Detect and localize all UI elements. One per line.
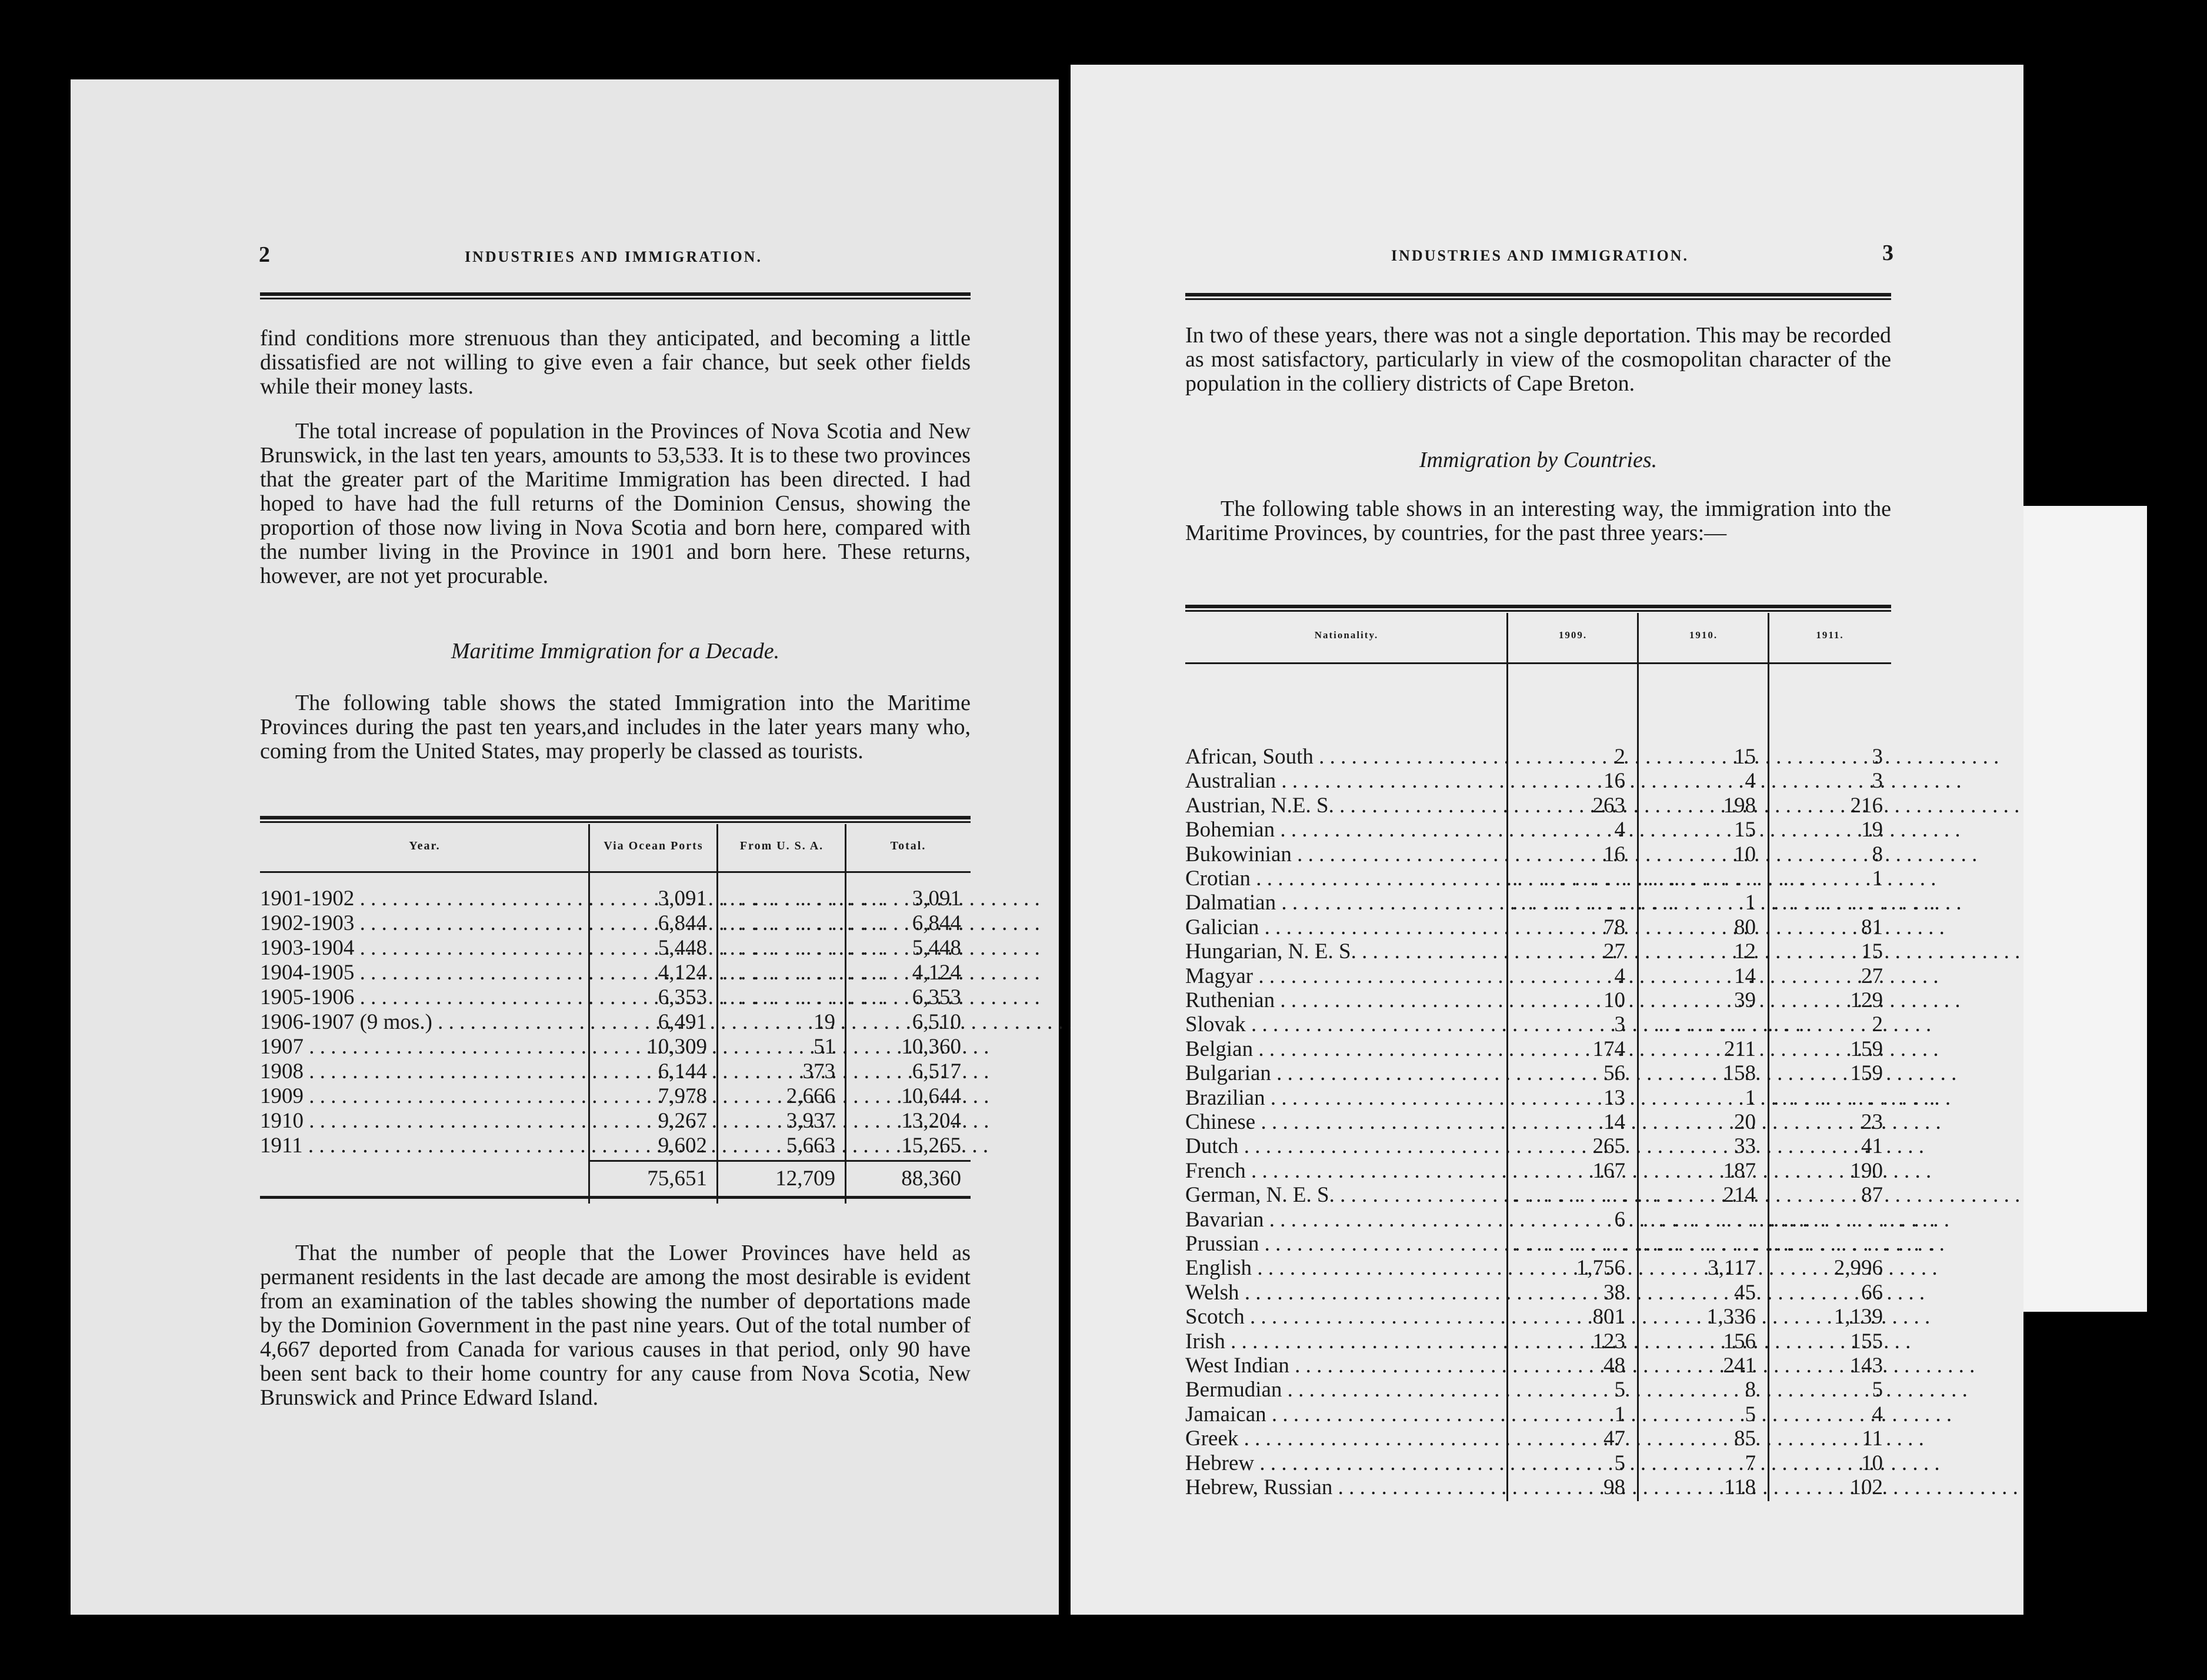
table-cell: 159 (1850, 1036, 1883, 1061)
table-row (260, 961, 971, 985)
page-number: 2 (259, 242, 270, 267)
table-cell: 4,124 (912, 961, 961, 985)
table-cell: 10,309 (647, 1035, 707, 1059)
table-row (260, 1035, 971, 1059)
table-cell: 41 (1861, 1134, 1883, 1159)
sum-rule (588, 1160, 971, 1162)
column-header: 1909. (1558, 629, 1588, 641)
row-label: Greek . . . (1185, 1426, 1503, 1451)
column-header: 1910. (1689, 629, 1718, 641)
row-label: 1906-1907 (9 mos.) . . . (260, 1010, 585, 1034)
row-label: Ruthenian . . . (1185, 988, 1503, 1012)
table-cell: 3 (1872, 745, 1883, 769)
table-row (1185, 1012, 1891, 1036)
empty-cell: . . . . . . . . . . . (722, 886, 886, 911)
table-cell: 5 (1614, 1378, 1625, 1402)
running-head: INDUSTRIES AND IMMIGRATION. (465, 248, 762, 265)
section-heading: Maritime Immigration for a Decade. (451, 639, 780, 664)
table-row (1185, 1475, 1891, 1499)
row-label: Magyar . . . (1185, 964, 1503, 988)
table-cell: 5,448 (912, 936, 961, 960)
decade-table (260, 816, 971, 1210)
table-row (1185, 866, 1891, 891)
table-cell: 13,204 (901, 1109, 961, 1133)
table-cell: 6,844 (658, 911, 707, 935)
table-row (1185, 891, 1938, 915)
right-page (1071, 65, 2023, 1615)
table-top-rule (1185, 605, 1891, 612)
table-cell: 5,663 (786, 1134, 835, 1158)
table-cell: 14 (1734, 964, 1756, 988)
header-rule (260, 292, 971, 299)
row-label: Jamaican . . . (1185, 1402, 1503, 1426)
empty-cell: . . . . . . . . . . . (1773, 891, 1938, 915)
table-cell: 2 (1614, 745, 1625, 769)
table-row (260, 911, 971, 935)
row-label: Australian . . . (1185, 769, 1503, 793)
table-cell: 1 (1745, 891, 1756, 915)
table-cell: 3,091 (912, 886, 961, 911)
table-cell: 2,996 (1833, 1256, 1883, 1281)
table-row (1185, 1134, 1891, 1158)
table-cell: 3 (1614, 1012, 1625, 1037)
table-row (1185, 745, 1891, 769)
table-cell: 263 (1592, 793, 1625, 818)
table-cell: 48 (1603, 1354, 1625, 1378)
table-cell: 4 (1614, 964, 1625, 988)
row-label: 1911 . . . (260, 1134, 585, 1158)
table-cell: 38 (1603, 1280, 1625, 1305)
table-cell: 9,267 (658, 1109, 707, 1133)
empty-cell: . . . . . . . . . . . (1773, 1085, 1938, 1110)
table-cell: 801 (1592, 1305, 1625, 1329)
nationality-table (1185, 605, 1938, 1511)
row-label: Belgian . . . (1185, 1037, 1503, 1061)
table-row (1185, 964, 1891, 988)
row-label: Prussian . . . (1185, 1232, 1503, 1256)
table-cell: 10 (1734, 842, 1756, 866)
empty-cell: . . . . . . . . . . . (1643, 1207, 1807, 1232)
row-label: Hungarian, N. E. S. . . . (1185, 939, 1503, 964)
table-row (1185, 1061, 1891, 1085)
section-heading: Immigration by Countries. (1419, 448, 1658, 472)
row-label: African, South . . . (1185, 745, 1503, 769)
row-label: 1904-1905 . . . (260, 961, 585, 985)
totals-row (260, 1166, 971, 1191)
table-cell: 6,353 (658, 985, 707, 1009)
total-all: 88,360 (901, 1166, 961, 1191)
table-cell: 78 (1603, 915, 1625, 939)
table-row (1185, 939, 1891, 964)
table-cell: 4 (1745, 769, 1756, 794)
row-label: Welsh . . . (1185, 1281, 1503, 1305)
table-cell: 6,353 (912, 985, 961, 1009)
row-label: 1902-1903 . . . (260, 911, 585, 935)
row-label: Bermudian . . . (1185, 1378, 1503, 1402)
table-cell: 66 (1861, 1280, 1883, 1305)
table-cell: 3,937 (786, 1109, 835, 1133)
table-cell: 3,117 (1708, 1256, 1756, 1281)
table-bottom-rule (260, 1196, 971, 1199)
table-cell: 5,448 (658, 936, 707, 960)
row-label: Crotian . . . (1185, 866, 1503, 891)
table-cell: 6,144 (658, 1059, 707, 1084)
column-header: Year. (409, 839, 441, 852)
empty-cell: . . . . . . . . . . . (722, 985, 886, 1009)
table-cell: 4 (1872, 1402, 1883, 1426)
table-row (1185, 1378, 1891, 1402)
header-rule (1185, 293, 1891, 300)
left-page (71, 79, 1059, 1615)
table-cell: 9,602 (658, 1134, 707, 1158)
row-label: English . . . (1185, 1256, 1503, 1280)
table-cell: 15 (1861, 939, 1883, 964)
table-cell: 4,124 (658, 961, 707, 985)
table-row (1185, 769, 1891, 793)
table-cell: 118 (1723, 1475, 1756, 1499)
total-ocean: 75,651 (647, 1166, 707, 1191)
row-label: 1901-1902 . . . (260, 886, 585, 911)
column-header: Total. (890, 839, 926, 852)
table-cell: 23 (1861, 1110, 1883, 1134)
table-cell: 216 (1850, 793, 1883, 818)
table-cell: 51 (814, 1035, 835, 1059)
table-body (260, 886, 971, 1158)
table-row (1185, 1232, 1938, 1256)
table-cell: 1,139 (1833, 1305, 1883, 1329)
table-cell: 155 (1850, 1329, 1883, 1354)
table-row (1185, 988, 1891, 1012)
empty-cell: . . . . . . . . . . . (722, 936, 886, 960)
empty-cell: . . . . . . . . . . . (1512, 1183, 1676, 1208)
table-cell: 7 (1745, 1451, 1756, 1475)
table-cell: 143 (1850, 1354, 1883, 1378)
table-cell: 6,844 (912, 911, 961, 935)
table-cell: 33 (1734, 1134, 1756, 1159)
table-cell: 156 (1723, 1329, 1756, 1354)
table-cell: 1,336 (1706, 1305, 1756, 1329)
row-label: 1907 . . . (260, 1035, 585, 1059)
table-cell: 167 (1592, 1158, 1625, 1183)
table-cell: 16 (1603, 769, 1625, 794)
table-row (1185, 1207, 1938, 1232)
table-cell: 14 (1603, 1110, 1625, 1134)
empty-cell: . . . . . . . . . . . (1773, 1207, 1938, 1232)
table-row (1185, 1329, 1891, 1354)
row-label: Scotch . . . (1185, 1305, 1503, 1329)
table-cell: 4 (1614, 818, 1625, 842)
paragraph: find conditions more strenuous than they anticipated, and becoming a little dissatisfied are not willing to give even a fair chance, but seek other fields while their money lasts. (260, 326, 971, 399)
table-top-rule (260, 816, 971, 823)
table-row (260, 985, 971, 1009)
row-label: Chinese . . . (1185, 1110, 1503, 1134)
table-cell: 39 (1734, 988, 1756, 1012)
table-cell: 123 (1592, 1329, 1625, 1354)
table-cell: 80 (1734, 915, 1756, 939)
table-cell: 27 (1861, 964, 1883, 988)
row-label: Galician . . . (1185, 915, 1503, 939)
table-cell: 87 (1861, 1183, 1883, 1208)
table-row (260, 1134, 971, 1158)
paragraph: The following table shows the stated Immigration into the Maritime Provinces during the past ten years,and includes in the later years many who, coming from the United States, may properly be classed as tourists. (260, 691, 971, 764)
table-row (1185, 1305, 1891, 1329)
table-cell: 5 (1745, 1402, 1756, 1426)
empty-cell: . . . . . . . . . . . (722, 911, 886, 935)
table-cell: 2 (1872, 1012, 1883, 1037)
table-cell: 10,360 (901, 1035, 961, 1059)
table-row (1185, 1451, 1891, 1475)
table-cell: 373 (802, 1059, 835, 1084)
row-label: Hebrew, Russian . . . (1185, 1475, 1503, 1499)
table-cell: 19 (814, 1010, 835, 1034)
table-cell: 47 (1603, 1426, 1625, 1451)
table-row (1185, 1037, 1891, 1061)
paragraph: That the number of people that the Lower Provinces have held as permanent residents in the last decade are among the most desirable is evident from an examination of the tables showing the number of deportations made by the Dominion Government in the past nine years. Out of the total number of 4,667 deported from Canada for various causes in that period, only 90 have been sent back to their home country for any cause from Nova Scotia, New Brunswick and Prince Edward Island. (260, 1241, 971, 1410)
table-cell: 11 (1862, 1426, 1883, 1451)
table-row (1185, 1402, 1891, 1426)
table-cell: 13 (1603, 1085, 1625, 1110)
row-label: 1909 . . . (260, 1084, 585, 1108)
table-row (260, 1059, 971, 1084)
row-label: 1908 . . . (260, 1059, 585, 1084)
table-row (1185, 1281, 1891, 1305)
table-cell: 15 (1734, 745, 1756, 769)
table-row (1185, 915, 1891, 939)
running-head: INDUSTRIES AND IMMIGRATION. (1391, 247, 1689, 264)
table-row (1185, 794, 1891, 818)
table-cell: 5 (1614, 1451, 1625, 1475)
row-label: Bavarian . . . (1185, 1208, 1503, 1232)
page-edge-tab (2023, 506, 2147, 1312)
table-cell: 190 (1850, 1158, 1883, 1183)
table-row (260, 936, 971, 960)
table-cell: 6,510 (912, 1010, 961, 1034)
row-label: Dutch . . . (1185, 1134, 1503, 1158)
table-cell: 6,491 (658, 1010, 707, 1034)
table-row (1185, 842, 1891, 866)
paragraph: The total increase of population in the Provinces of Nova Scotia and New Brunswick, in the last ten years, amounts to 53,533. It is to these two provinces that the greater part of the Maritime Immigration has been directed. I had hoped to have had the full returns of the Dominion Census, showing the proportion of those now living in Nova Scotia and born here, compared with the number living in the Province in 1901 and born here. These returns, however, are not yet procurable. (260, 419, 971, 588)
empty-cell: . . . . . . . . . . . (1512, 866, 1676, 891)
table-cell: 85 (1734, 1426, 1756, 1451)
table-cell: 1,756 (1576, 1256, 1625, 1281)
table-cell: 2,666 (786, 1084, 835, 1108)
table-cell: 187 (1723, 1158, 1756, 1183)
table-cell: 129 (1850, 988, 1883, 1012)
table-cell: 198 (1723, 793, 1756, 818)
table-cell: 56 (1603, 1061, 1625, 1086)
table-cell: 10 (1603, 988, 1625, 1012)
table-cell: 174 (1592, 1036, 1625, 1061)
column-header: From U. S. A. (739, 839, 824, 852)
empty-cell: . . . . . . . . . . . (1512, 891, 1676, 915)
table-cell: 5 (1872, 1378, 1883, 1402)
table-row (260, 1010, 971, 1034)
table-cell: 6 (1614, 1207, 1625, 1232)
table-cell: 15,265 (901, 1134, 961, 1158)
row-label: French . . . (1185, 1159, 1503, 1183)
paragraph: The following table shows in an interesting way, the immigration into the Maritime Provinces, by countries, for the past three years:— (1185, 496, 1891, 545)
row-label: 1903-1904 . . . (260, 936, 585, 960)
table-cell: 27 (1603, 939, 1625, 964)
table-cell: 1 (1614, 1402, 1625, 1426)
table-cell: 241 (1723, 1354, 1756, 1378)
table-row (1185, 1183, 1891, 1207)
table-row (260, 1084, 971, 1108)
table-cell: 98 (1603, 1475, 1625, 1499)
table-row (260, 1109, 971, 1133)
row-label: Brazilian . . . (1185, 1086, 1503, 1110)
row-label: West Indian . . . (1185, 1354, 1503, 1378)
table-cell: 158 (1723, 1061, 1756, 1086)
page-number: 3 (1882, 241, 1893, 265)
paragraph: In two of these years, there was not a single deportation. This may be recorded as most satisfactory, particularly in view of the cosmopolitan character of the population in the colliery districts of Cape Breton. (1185, 323, 1891, 396)
table-cell: 10,644 (901, 1084, 961, 1108)
row-label: Dalmatian . . . (1185, 891, 1503, 915)
empty-cell: . . . . . . . . . . . (722, 961, 886, 985)
table-cell: 16 (1603, 842, 1625, 866)
table-row (1185, 1426, 1891, 1451)
table-row (1185, 1085, 1938, 1110)
table-row (260, 886, 971, 911)
table-row (1185, 1256, 1891, 1280)
table-body (1185, 745, 1938, 1509)
row-label: 1910 . . . (260, 1109, 585, 1133)
table-row (1185, 1354, 1891, 1378)
row-label: Hebrew . . . (1185, 1451, 1503, 1475)
table-row (1185, 1110, 1891, 1134)
table-row (1185, 818, 1891, 842)
table-cell: 265 (1592, 1134, 1625, 1159)
row-label: German, N. E. S. . . . (1185, 1183, 1503, 1207)
row-label: Bukowinian . . . (1185, 842, 1503, 866)
table-cell: 6,517 (912, 1059, 961, 1084)
row-label: Irish . . . (1185, 1329, 1503, 1354)
total-usa: 12,709 (775, 1166, 835, 1191)
header-rule (1185, 662, 1891, 664)
table-cell: 81 (1861, 915, 1883, 939)
table-cell: 211 (1723, 1036, 1756, 1061)
column-header: 1911. (1816, 629, 1844, 641)
empty-cell: . . . . . . . . . . . (1643, 866, 1807, 891)
row-label: Slovak . . . (1185, 1012, 1503, 1036)
column-header: Nationality. (1314, 629, 1379, 641)
table-cell: 3,091 (658, 886, 707, 911)
empty-cell: . . . . . . . . . . . (1773, 1232, 1938, 1256)
table-row (1185, 1159, 1891, 1183)
table-cell: 1 (1745, 1085, 1756, 1110)
table-cell: 1 (1872, 866, 1883, 891)
table-cell: 8 (1872, 842, 1883, 866)
table-cell: 8 (1745, 1378, 1756, 1402)
empty-cell: . . . . . . . . . . . (1643, 1012, 1807, 1037)
table-cell: 19 (1861, 818, 1883, 842)
table-cell: 7,978 (658, 1084, 707, 1108)
column-header: Via Ocean Ports (604, 839, 704, 852)
table-cell: 214 (1723, 1183, 1756, 1208)
header-rule (260, 871, 971, 873)
row-label: Bohemian . . . (1185, 818, 1503, 842)
table-cell: 15 (1734, 818, 1756, 842)
table-cell: 3 (1872, 769, 1883, 794)
table-cell: 12 (1734, 939, 1756, 964)
empty-cell: . . . . . . . . . . . (1643, 1232, 1807, 1256)
row-label: Austrian, N.E. S. . . . (1185, 794, 1503, 818)
row-label: Bulgarian . . . (1185, 1061, 1503, 1085)
table-cell: 10 (1861, 1451, 1883, 1475)
table-cell: 20 (1734, 1110, 1756, 1134)
table-cell: 102 (1850, 1475, 1883, 1499)
table-cell: 159 (1850, 1061, 1883, 1086)
table-cell: 45 (1734, 1280, 1756, 1305)
row-label: 1905-1906 . . . (260, 985, 585, 1009)
empty-cell: . . . . . . . . . . . (1512, 1232, 1676, 1256)
